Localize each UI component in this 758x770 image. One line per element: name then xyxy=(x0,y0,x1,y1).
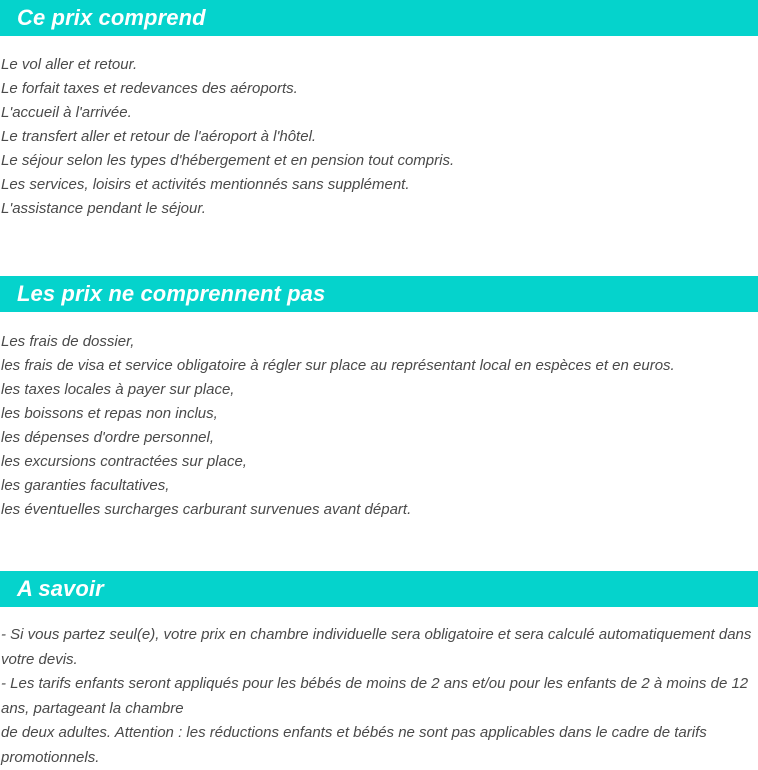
paragraph: - Les tarifs enfants seront appliqués pour les bébés de moins de 2 ans et/ou pour les enfants de 2 à moins de 12 ans, partageant la chambre xyxy=(1,675,749,717)
list-item: les boissons et repas non inclus, xyxy=(1,405,218,422)
section-title-ce-prix-comprend: Ce prix comprend xyxy=(17,5,206,30)
paragraph: - Si vous partez seul(e), votre prix en chambre individuelle sera obligatoire et sera calculé automatiquement dans votre devis. xyxy=(1,626,752,668)
section-ce-prix-comprend xyxy=(0,0,758,221)
list-item: Le forfait taxes et redevances des aéroports. xyxy=(1,80,298,97)
list-item: les dépenses d'ordre personnel, xyxy=(1,429,215,446)
section-spacer xyxy=(0,522,758,571)
section-spacer xyxy=(0,221,758,276)
section-header-bar-a-savoir xyxy=(0,571,758,607)
list-item: Le vol aller et retour. xyxy=(1,56,138,73)
list-item: L'accueil à l'arrivée. xyxy=(1,104,132,121)
list-item: Le transfert aller et retour de l'aéroport à l'hôtel. xyxy=(1,128,317,145)
list-item: les garanties facultatives, xyxy=(1,477,170,494)
list-item: les taxes locales à payer sur place, xyxy=(1,381,235,398)
section-a-savoir xyxy=(0,571,758,770)
section-header-bar-les-prix-ne-comprennent-pas xyxy=(0,276,758,312)
list-item: Le séjour selon les types d'hébergement et en pension tout compris. xyxy=(1,152,455,169)
paragraph: de deux adultes. Attention : les réductions enfants et bébés ne sont pas applicables dans le cadre de tarifs promotionnels. xyxy=(1,724,707,766)
list-item: L'assistance pendant le séjour. xyxy=(1,200,206,217)
list-item: les éventuelles surcharges carburant survenues avant départ. xyxy=(1,501,412,518)
section-title-les-prix-ne-comprennent-pas: Les prix ne comprennent pas xyxy=(17,281,326,306)
section-les-prix-ne-comprennent-pas xyxy=(0,276,758,522)
list-item: Les frais de dossier, xyxy=(1,333,135,350)
list-item: Les services, loisirs et activités mentionnés sans supplément. xyxy=(1,176,410,193)
list-item: les excursions contractées sur place, xyxy=(1,453,247,470)
list-item: les frais de visa et service obligatoire à régler sur place au représentant local en espèces et en euros. xyxy=(1,357,675,374)
section-header-bar-ce-prix-comprend xyxy=(0,0,758,36)
section-title-a-savoir: A savoir xyxy=(17,576,104,601)
section-body-les-prix-ne-comprennent-pas xyxy=(0,312,758,522)
section-body-a-savoir xyxy=(0,607,758,770)
section-body-ce-prix-comprend xyxy=(0,36,758,221)
